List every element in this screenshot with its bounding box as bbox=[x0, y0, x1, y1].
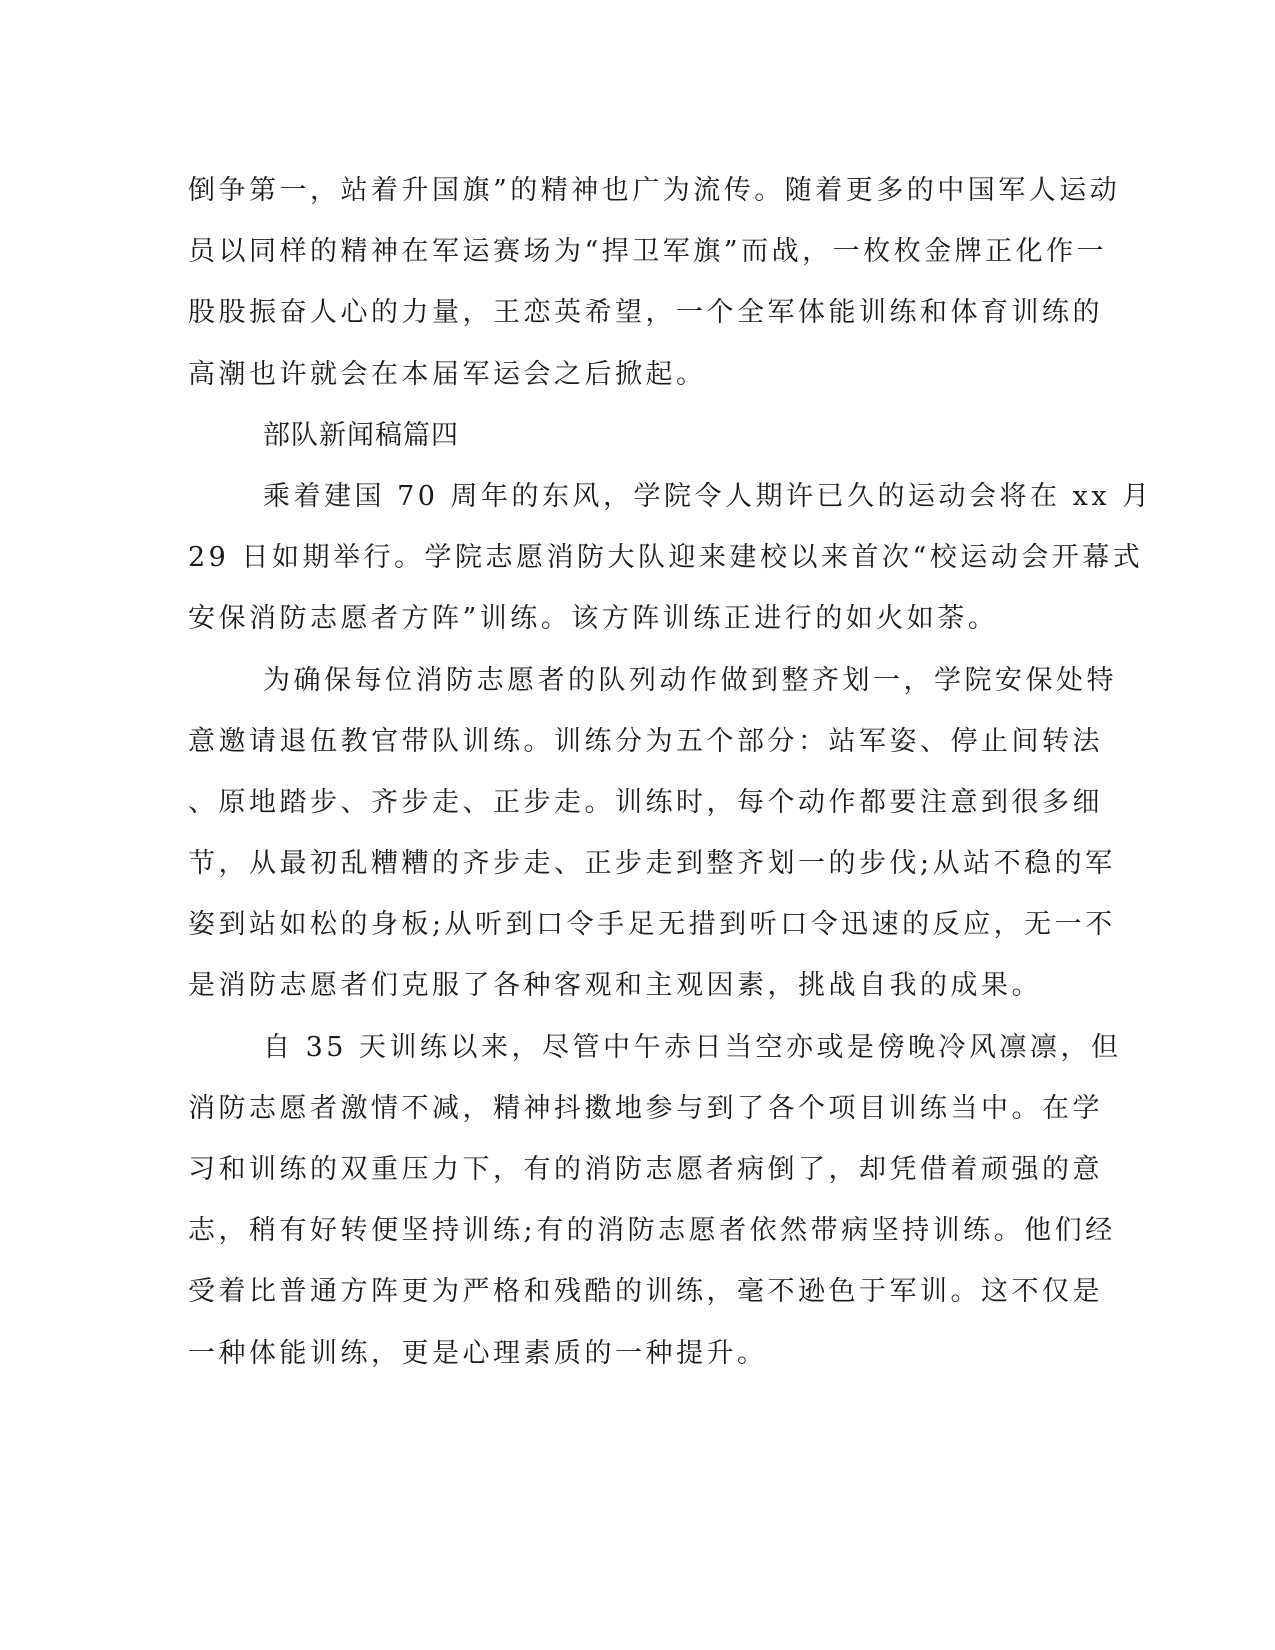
text-line: 一种体能训练，更是心理素质的一种提升。 bbox=[188, 1337, 768, 1369]
text-line: 受着比普通方阵更为严格和残酷的训练，毫不逊色于军训。这不仅是 bbox=[188, 1276, 1103, 1308]
text-line: 员以同样的精神在军运赛场为“捍卫军旗”而战，一枚枚金牌正化作一 bbox=[188, 236, 1108, 268]
text-line: 29 日如期举行。学院志愿消防大队迎来建校以来首次“校运动会开幕式 bbox=[188, 542, 1144, 574]
text-line: 志，稍有好转便坚持训练;有的消防志愿者依然带病坚持训练。他们经 bbox=[188, 1215, 1116, 1247]
text-line: 节，从最初乱糟糟的齐步走、正步走到整齐划一的步伐;从站不稳的军 bbox=[188, 848, 1116, 880]
text-line: 消防志愿者激情不减，精神抖擞地参与到了各个项目训练当中。在学 bbox=[188, 1092, 1103, 1124]
text-line: 高潮也许就会在本届军运会之后掀起。 bbox=[188, 358, 707, 390]
heading-text: 部队新闻稿篇四 bbox=[263, 419, 459, 451]
section-heading bbox=[188, 405, 1070, 466]
text-line: 意邀请退伍教官带队训练。训练分为五个部分：站军姿、停止间转法 bbox=[188, 725, 1103, 757]
text-line: 姿到站如松的身板;从听到口令手足无措到听口令迅速的反应，无一不 bbox=[188, 909, 1116, 941]
text-line: 倒争第一，站着升国旗”的精神也广为流传。随着更多的中国军人运动 bbox=[188, 175, 1121, 206]
text-line: 自 35 天训练以来，尽管中午赤日当空亦或是傍晚冷风凛凛，但 bbox=[263, 1031, 1122, 1063]
paragraph bbox=[188, 650, 1117, 1017]
text-line: 乘着建国 70 周年的东风，学院令人期许已久的运动会将在 xx 月 bbox=[263, 480, 1153, 512]
text-line: 、原地踏步、齐步走、正步走。训练时，每个动作都要注意到很多细 bbox=[188, 786, 1103, 818]
text-line: 习和训练的双重压力下，有的消防志愿者病倒了，却凭借着顽强的意 bbox=[188, 1154, 1103, 1185]
text-line: 安保消防志愿者方阵”训练。该方阵训练正进行的如火如荼。 bbox=[188, 603, 999, 635]
paragraph bbox=[188, 1017, 1122, 1384]
text-line: 为确保每位消防志愿者的队列动作做到整齐划一，学院安保处特 bbox=[263, 664, 1117, 696]
paragraph bbox=[188, 466, 1153, 650]
text-line: 是消防志愿者们克服了各种客观和主观因素，挑战自我的成果。 bbox=[188, 970, 1042, 1002]
text-line: 股股振奋人心的力量，王恋英希望，一个全军体能训练和体育训练的 bbox=[188, 297, 1103, 329]
paragraph-continuation bbox=[188, 160, 1121, 405]
document-body bbox=[188, 160, 1153, 1384]
